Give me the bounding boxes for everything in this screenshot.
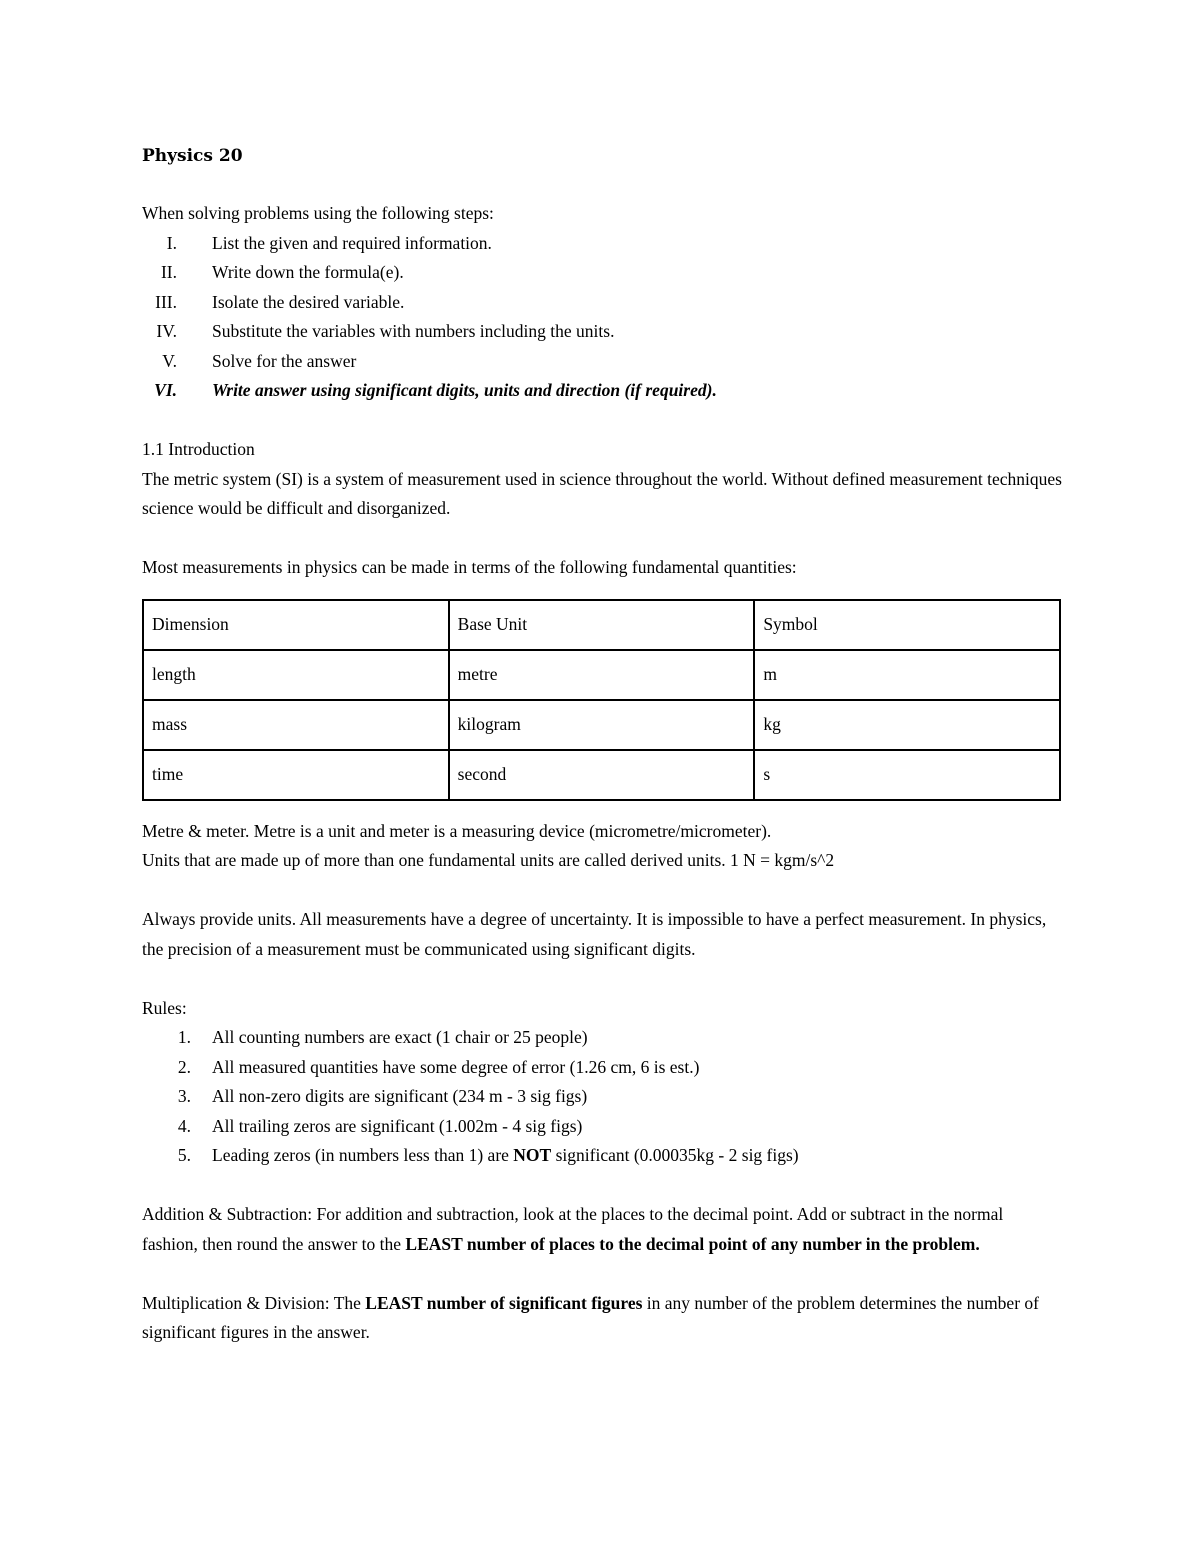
list-item — [142, 347, 1062, 377]
addition-text: Addition & Subtraction: For addition and subtraction, look at the places to the decimal point. Add or subtract in the normal fashion, then round the answer to the — [142, 1204, 1004, 1254]
table-header-cell: Base Unit — [449, 600, 755, 650]
metre-note: Metre & meter. Metre is a unit and meter is a measuring device (micrometre/micrometer). — [142, 820, 772, 841]
list-marker: 5. — [177, 1145, 191, 1165]
list-item-text — [212, 1141, 799, 1171]
rule-text-bold: NOT — [513, 1145, 552, 1165]
table-cell: s — [754, 750, 1060, 800]
uncertainty-paragraph: Always provide units. All measurements have a degree of uncertainty. It is impossible to have a perfect measurement. In physics, the precision of a measurement must be communicated using significant digits. — [142, 909, 1047, 959]
list-item-text: All non-zero digits are significant (234 m - 3 sig figs) — [212, 1086, 588, 1106]
page-title: Physics 20 — [142, 146, 243, 166]
list-marker: 3. — [177, 1086, 191, 1106]
multiplication-text-before: Multiplication & Division: The — [142, 1292, 366, 1313]
intro-paragraph: The metric system (SI) is a system of measurement used in science throughout the world. Without defined measurement techniques science would be difficult and disorganized. — [142, 468, 1062, 518]
list-item — [142, 288, 1062, 318]
table-row — [143, 750, 1060, 800]
derived-units-note: Units that are made up of more than one fundamental units are called derived units. 1 N = kgm/s^2 — [142, 850, 835, 870]
table-cell: mass — [143, 700, 449, 750]
addition-bold-text: LEAST number of places to the decimal point of any number in the problem. — [405, 1233, 980, 1254]
section-heading: 1.1 Introduction — [142, 439, 255, 459]
steps-intro: When solving problems using the following steps: — [142, 203, 494, 223]
addition-subtraction-paragraph — [142, 1200, 1062, 1259]
list-marker: 1. — [177, 1027, 191, 1047]
list-marker: II. — [160, 262, 177, 282]
multiplication-division-paragraph — [142, 1289, 1062, 1348]
list-marker: 2. — [177, 1056, 191, 1077]
list-marker: III. — [155, 291, 177, 312]
table-cell: kilogram — [449, 700, 755, 750]
list-item-text: List the given and required information. — [212, 232, 492, 253]
steps-list — [142, 229, 1062, 406]
rules-heading: Rules: — [142, 997, 187, 1018]
list-item-text: Solve for the answer — [212, 350, 357, 371]
fundamental-units-table — [142, 599, 1061, 801]
table-row — [143, 700, 1060, 750]
table-cell: length — [143, 650, 449, 700]
table-cell: kg — [754, 700, 1060, 750]
list-marker: V. — [162, 350, 177, 371]
list-marker: VI. — [154, 380, 177, 400]
table-cell: metre — [449, 650, 755, 700]
rule-text-before: Leading zeros (in numbers less than 1) are — [212, 1145, 514, 1165]
list-marker: 4. — [177, 1115, 191, 1136]
list-item-text: Write answer using significant digits, units and direction (if required). — [212, 380, 717, 400]
list-item — [142, 258, 1062, 288]
list-item — [142, 317, 1062, 347]
list-item-text: All counting numbers are exact (1 chair or 25 people) — [212, 1027, 588, 1047]
list-item — [142, 1053, 1062, 1083]
list-item — [142, 376, 1062, 406]
table-header-cell: Dimension — [143, 600, 449, 650]
multiplication-bold-text: LEAST number of significant figures — [365, 1292, 643, 1313]
list-marker: IV. — [156, 321, 177, 341]
table-header-cell: Symbol — [754, 600, 1060, 650]
list-item-text: Substitute the variables with numbers including the units. — [212, 321, 615, 341]
list-item-text: Isolate the desired variable. — [212, 291, 405, 312]
table-cell: time — [143, 750, 449, 800]
list-item — [142, 1112, 1062, 1142]
rules-list — [142, 1023, 1062, 1171]
list-item-text: All trailing zeros are significant (1.002m - 4 sig figs) — [212, 1115, 583, 1136]
list-item — [142, 1023, 1062, 1053]
rule-text-after: significant (0.00035kg - 2 sig figs) — [551, 1145, 799, 1165]
table-cell: second — [449, 750, 755, 800]
multiplication-text-after: in any number of the problem determines the number of significant figures in the answer. — [142, 1292, 1039, 1342]
list-item-text: All measured quantities have some degree of error (1.26 cm, 6 is est.) — [212, 1056, 700, 1077]
table-cell: m — [754, 650, 1060, 700]
document-page — [142, 140, 1062, 1348]
table-header-row — [143, 600, 1060, 650]
list-item — [142, 1141, 1062, 1171]
list-marker: I. — [166, 232, 177, 253]
list-item — [142, 1082, 1062, 1112]
quantities-intro: Most measurements in physics can be made in terms of the following fundamental quantities: — [142, 557, 797, 577]
list-item-text: Write down the formula(e). — [212, 262, 404, 282]
list-item — [142, 229, 1062, 259]
table-row — [143, 650, 1060, 700]
